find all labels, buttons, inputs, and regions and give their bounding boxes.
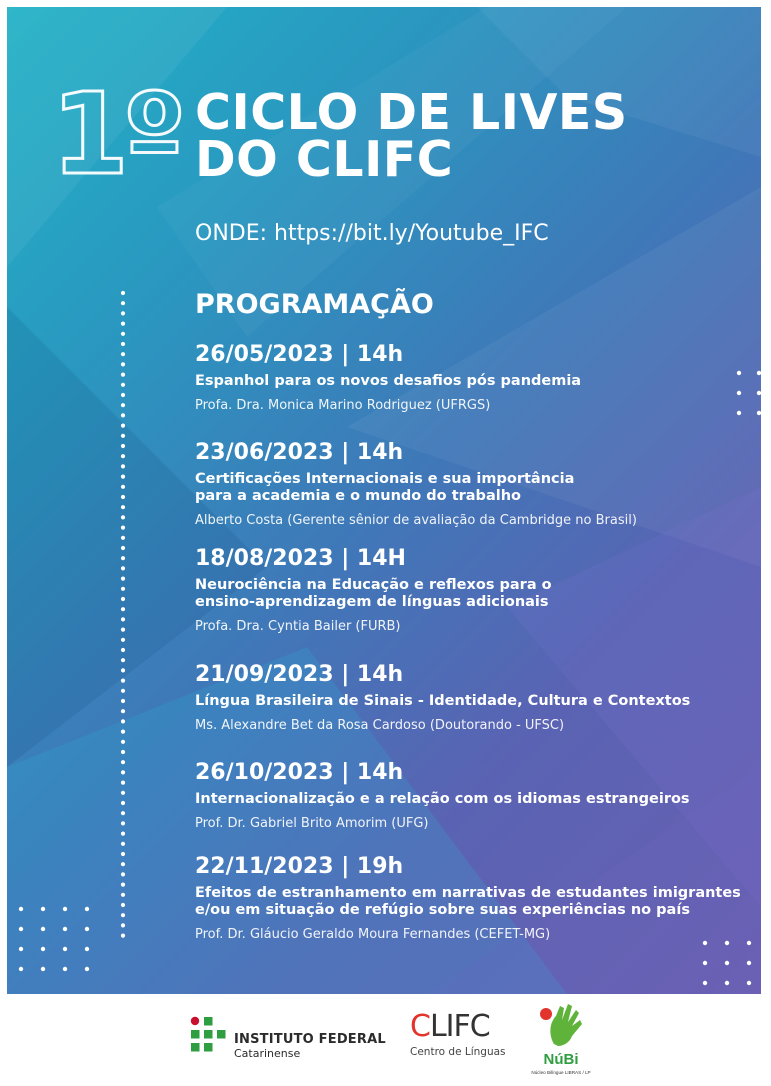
event-speaker: Profa. Dra. Cyntia Bailer (FURB) [195,619,401,634]
nubi-subtitle: Núcleo Bilíngue LIBRAS / LP [531,1070,591,1075]
decor-dot [121,750,125,754]
if-subtitle: Catarinense [234,1047,301,1060]
event-item [195,853,755,943]
decor-dot [121,883,125,887]
decor-dot [121,801,125,805]
decor-dot [121,373,125,377]
decor-dot [757,411,761,415]
decor-dot [121,311,125,315]
event-date: 21/09/2023 | 14h [195,662,404,687]
event-speaker: Alberto Costa (Gerente sênior de avaliação da Cambridge no Brasil) [195,513,637,528]
decor-dot [121,740,125,744]
decor-dot [121,352,125,356]
decor-dot [121,791,125,795]
decor-dot [121,668,125,672]
footer-logos [0,994,768,1086]
decor-dot [85,967,89,971]
event-date: 22/11/2023 | 19h [195,854,404,879]
event-date: 23/06/2023 | 14h [195,440,404,465]
decor-dot [757,391,761,395]
decor-dot [121,403,125,407]
dot-grid-bottom-left [15,903,105,983]
dot-line-decoration [113,287,133,947]
event-speaker: Prof. Dr. Gabriel Brito Amorim (UFG) [195,816,429,831]
decor-dot [121,495,125,499]
clifc-subtitle: Centro de Línguas [410,1046,506,1058]
decor-dot [121,291,125,295]
decor-dot [121,730,125,734]
decor-dot [121,464,125,468]
decor-dot [121,893,125,897]
decor-dot [121,811,125,815]
clifc-logo-rest: LIFC [429,1009,490,1044]
event-item [195,439,755,529]
decor-dot [121,913,125,917]
decor-dot [121,556,125,560]
decor-dot [63,947,67,951]
decor-dot [121,862,125,866]
event-item [195,661,755,734]
nubi-mark: NúBi [543,1051,579,1068]
section-title: PROGRAMAÇÃO [195,289,434,320]
decor-dot [19,927,23,931]
event-date: 18/08/2023 | 14H [195,546,406,571]
decor-dot [121,679,125,683]
event-speaker: Profa. Dra. Monica Marino Rodriguez (UFRGS) [195,398,491,413]
decor-dot [121,536,125,540]
decor-dot [41,927,45,931]
decor-dot [121,832,125,836]
decor-dot [121,781,125,785]
decor-dot [121,628,125,632]
if-name: INSTITUTO FEDERAL [234,1032,386,1047]
decor-dot [41,947,45,951]
decor-dot [63,967,67,971]
decor-dot [121,577,125,581]
decor-dot [121,413,125,417]
decor-dot [121,383,125,387]
decor-dot [121,658,125,662]
decor-dot [703,961,707,965]
decor-dot [121,638,125,642]
clifc-logo-c: C [410,1009,430,1044]
poster-background [7,7,761,994]
decor-dot [121,505,125,509]
decor-dot [121,760,125,764]
decor-dot [63,927,67,931]
decor-dot [121,821,125,825]
dot-grid-bottom-right [697,935,767,995]
event-item [195,341,755,414]
nubi-logo [531,1000,591,1082]
decor-dot [121,699,125,703]
edition-ordinal: 1º [51,70,181,200]
event-item [195,545,755,635]
decor-dot [703,981,707,985]
event-date: 26/10/2023 | 14h [195,760,404,785]
decor-dot [121,719,125,723]
decor-dot [19,967,23,971]
decor-dot [121,434,125,438]
decor-dot [121,332,125,336]
stream-location: ONDE: https://bit.ly/Youtube_IFC [195,221,549,246]
event-speaker: Prof. Dr. Gláucio Geraldo Moura Fernandes (CEFET-MG) [195,927,551,942]
decor-dot [121,362,125,366]
decor-dot [121,903,125,907]
decor-dot [121,444,125,448]
decor-dot [725,981,729,985]
decor-dot [121,342,125,346]
event-topic: Internacionalização e a relação com os idiomas estrangeiros [195,791,690,807]
decor-dot [121,617,125,621]
decor-dot [121,546,125,550]
decor-dot [121,566,125,570]
event-topic: Certificações Internacionais e sua importância para a academia e o mundo do trabalho [195,471,575,504]
decor-dot [121,770,125,774]
decor-dot [747,981,751,985]
decor-dot [121,607,125,611]
decor-dot [121,597,125,601]
event-topic: Espanhol para os novos desafios pós pandemia [195,373,582,389]
decor-dot [121,689,125,693]
decor-dot [121,424,125,428]
decor-dot [121,648,125,652]
decor-dot [41,967,45,971]
decor-dot [85,907,89,911]
decor-dot [63,907,67,911]
decor-dot [747,961,751,965]
clifc-logo [410,1010,510,1058]
event-item [195,759,755,832]
decor-dot [85,947,89,951]
decor-dot [121,842,125,846]
decor-dot [121,301,125,305]
decor-dot [121,393,125,397]
decor-dot [121,587,125,591]
title-line-1: CICLO DE LIVES [195,84,628,141]
event-date: 26/05/2023 | 14h [195,342,404,367]
decor-dot [121,934,125,938]
decor-dot [19,907,23,911]
title-line-2: DO CLIFC [195,131,454,188]
decor-dot [121,322,125,326]
event-topic: Efeitos de estranhamento em narrativas de estudantes imigrantes e/ou em situação de refúgio sobre suas experiências no país [195,885,741,918]
if-grid-icon [190,1016,230,1056]
decor-dot [85,927,89,931]
decor-dot [121,526,125,530]
decor-dot [121,852,125,856]
event-speaker: Ms. Alexandre Bet da Rosa Cardoso (Doutorando - UFSC) [195,718,565,733]
decor-dot [121,515,125,519]
decor-dot [757,371,761,375]
decor-dot [19,947,23,951]
decor-dot [121,454,125,458]
decor-dot [121,872,125,876]
decor-dot [41,907,45,911]
event-topic: Língua Brasileira de Sinais - Identidade, Cultura e Contextos [195,693,691,709]
decor-dot [725,961,729,965]
decor-dot [121,923,125,927]
decor-dot [121,475,125,479]
decor-dot [121,485,125,489]
event-topic: Neurociência na Educação e reflexos para o ensino-aprendizagem de línguas adicionais [195,577,552,610]
decor-dot [121,709,125,713]
page-title [195,84,628,188]
